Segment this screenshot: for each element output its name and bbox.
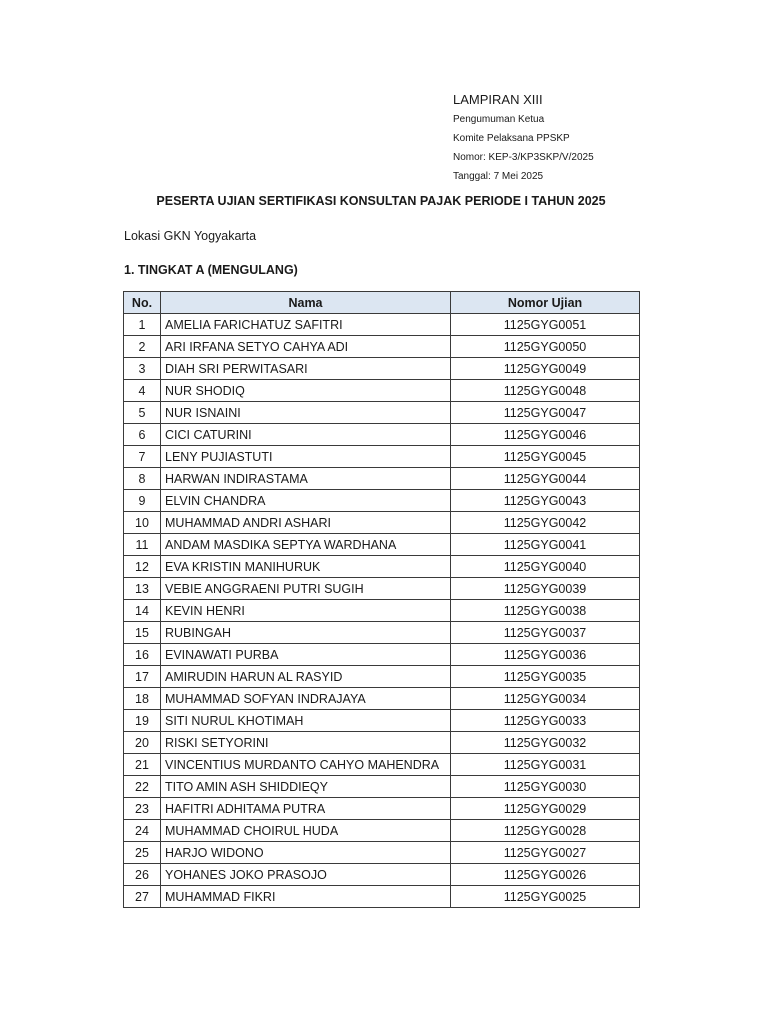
row-number: 8 [124, 468, 161, 490]
table-row [124, 732, 640, 754]
exam-number: 1125GYG0040 [451, 556, 640, 578]
table-row [124, 886, 640, 908]
exam-number: 1125GYG0041 [451, 534, 640, 556]
table-row [124, 556, 640, 578]
exam-number: 1125GYG0027 [451, 842, 640, 864]
participant-name: VEBIE ANGGRAENI PUTRI SUGIH [161, 578, 451, 600]
table-row [124, 622, 640, 644]
exam-number: 1125GYG0030 [451, 776, 640, 798]
row-number: 9 [124, 490, 161, 512]
table-row [124, 358, 640, 380]
participant-name: MUHAMMAD SOFYAN INDRAJAYA [161, 688, 451, 710]
participant-name: SITI NURUL KHOTIMAH [161, 710, 451, 732]
participant-name: ELVIN CHANDRA [161, 490, 451, 512]
column-header-nomor-ujian: Nomor Ujian [451, 292, 640, 314]
table-row [124, 534, 640, 556]
participant-name: ARI IRFANA SETYO CAHYA ADI [161, 336, 451, 358]
exam-number: 1125GYG0037 [451, 622, 640, 644]
exam-number: 1125GYG0038 [451, 600, 640, 622]
row-number: 19 [124, 710, 161, 732]
row-number: 17 [124, 666, 161, 688]
participant-name: HARJO WIDONO [161, 842, 451, 864]
row-number: 6 [124, 424, 161, 446]
decree-date: Tanggal: 7 Mei 2025 [453, 171, 544, 182]
table-row [124, 710, 640, 732]
table-row [124, 402, 640, 424]
announcement-line: Pengumuman Ketua [453, 114, 545, 125]
exam-number: 1125GYG0032 [451, 732, 640, 754]
row-number: 14 [124, 600, 161, 622]
row-number: 24 [124, 820, 161, 842]
exam-number: 1125GYG0046 [451, 424, 640, 446]
table-row [124, 754, 640, 776]
participant-name: TITO AMIN ASH SHIDDIEQY [161, 776, 451, 798]
table-row [124, 776, 640, 798]
exam-number: 1125GYG0028 [451, 820, 640, 842]
exam-number: 1125GYG0031 [451, 754, 640, 776]
committee-line: Komite Pelaksana PPSKP [453, 133, 570, 144]
row-number: 18 [124, 688, 161, 710]
exam-number: 1125GYG0047 [451, 402, 640, 424]
participant-name: AMELIA FARICHATUZ SAFITRI [161, 314, 451, 336]
participant-name: NUR ISNAINI [161, 402, 451, 424]
row-number: 2 [124, 336, 161, 358]
row-number: 12 [124, 556, 161, 578]
column-header-no: No. [124, 292, 161, 314]
section-heading: 1. TINGKAT A (MENGULANG) [124, 263, 298, 277]
table-row [124, 798, 640, 820]
exam-number: 1125GYG0025 [451, 886, 640, 908]
table-row [124, 336, 640, 358]
exam-number: 1125GYG0029 [451, 798, 640, 820]
row-number: 7 [124, 446, 161, 468]
row-number: 27 [124, 886, 161, 908]
table-row [124, 424, 640, 446]
exam-number: 1125GYG0048 [451, 380, 640, 402]
table-row [124, 380, 640, 402]
row-number: 1 [124, 314, 161, 336]
participant-name: NUR SHODIQ [161, 380, 451, 402]
row-number: 10 [124, 512, 161, 534]
participant-name: RISKI SETYORINI [161, 732, 451, 754]
participant-name: LENY PUJIASTUTI [161, 446, 451, 468]
table-row [124, 864, 640, 886]
table-header-row [124, 292, 640, 314]
exam-number: 1125GYG0035 [451, 666, 640, 688]
exam-number: 1125GYG0051 [451, 314, 640, 336]
participant-name: DIAH SRI PERWITASARI [161, 358, 451, 380]
participant-name: EVINAWATI PURBA [161, 644, 451, 666]
participant-name: VINCENTIUS MURDANTO CAHYO MAHENDRA [161, 754, 451, 776]
table-row [124, 490, 640, 512]
table-row [124, 688, 640, 710]
row-number: 11 [124, 534, 161, 556]
participant-name: KEVIN HENRI [161, 600, 451, 622]
exam-number: 1125GYG0034 [451, 688, 640, 710]
exam-number: 1125GYG0036 [451, 644, 640, 666]
row-number: 4 [124, 380, 161, 402]
exam-number: 1125GYG0044 [451, 468, 640, 490]
row-number: 25 [124, 842, 161, 864]
row-number: 3 [124, 358, 161, 380]
table-row [124, 446, 640, 468]
attachment-label: LAMPIRAN XIII [453, 92, 543, 107]
exam-number: 1125GYG0045 [451, 446, 640, 468]
participant-name: HARWAN INDIRASTAMA [161, 468, 451, 490]
row-number: 21 [124, 754, 161, 776]
attachment-header [453, 90, 594, 186]
table-row [124, 578, 640, 600]
column-header-nama: Nama [161, 292, 451, 314]
exam-number: 1125GYG0042 [451, 512, 640, 534]
participant-name: MUHAMMAD CHOIRUL HUDA [161, 820, 451, 842]
participant-name: HAFITRI ADHITAMA PUTRA [161, 798, 451, 820]
row-number: 26 [124, 864, 161, 886]
row-number: 16 [124, 644, 161, 666]
row-number: 20 [124, 732, 161, 754]
row-number: 22 [124, 776, 161, 798]
table-row [124, 644, 640, 666]
participant-name: YOHANES JOKO PRASOJO [161, 864, 451, 886]
participant-name: ANDAM MASDIKA SEPTYA WARDHANA [161, 534, 451, 556]
exam-number: 1125GYG0026 [451, 864, 640, 886]
exam-number: 1125GYG0039 [451, 578, 640, 600]
table-row [124, 600, 640, 622]
exam-number: 1125GYG0033 [451, 710, 640, 732]
document-title: PESERTA UJIAN SERTIFIKASI KONSULTAN PAJAK PERIODE I TAHUN 2025 [156, 194, 606, 208]
participant-name: MUHAMMAD ANDRI ASHARI [161, 512, 451, 534]
row-number: 5 [124, 402, 161, 424]
row-number: 15 [124, 622, 161, 644]
participant-name: EVA KRISTIN MANIHURUK [161, 556, 451, 578]
participant-name: CICI CATURINI [161, 424, 451, 446]
table-row [124, 512, 640, 534]
exam-number: 1125GYG0043 [451, 490, 640, 512]
table-row [124, 842, 640, 864]
table-row [124, 820, 640, 842]
exam-location: Lokasi GKN Yogyakarta [124, 229, 257, 243]
participant-name: AMIRUDIN HARUN AL RASYID [161, 666, 451, 688]
table-row [124, 468, 640, 490]
participant-name: MUHAMMAD FIKRI [161, 886, 451, 908]
exam-number: 1125GYG0050 [451, 336, 640, 358]
participants-table [123, 291, 640, 908]
table-row [124, 314, 640, 336]
participant-name: RUBINGAH [161, 622, 451, 644]
row-number: 23 [124, 798, 161, 820]
decree-number: Nomor: KEP-3/KP3SKP/V/2025 [453, 152, 594, 163]
row-number: 13 [124, 578, 161, 600]
table-row [124, 666, 640, 688]
table-body [124, 314, 640, 908]
exam-number: 1125GYG0049 [451, 358, 640, 380]
